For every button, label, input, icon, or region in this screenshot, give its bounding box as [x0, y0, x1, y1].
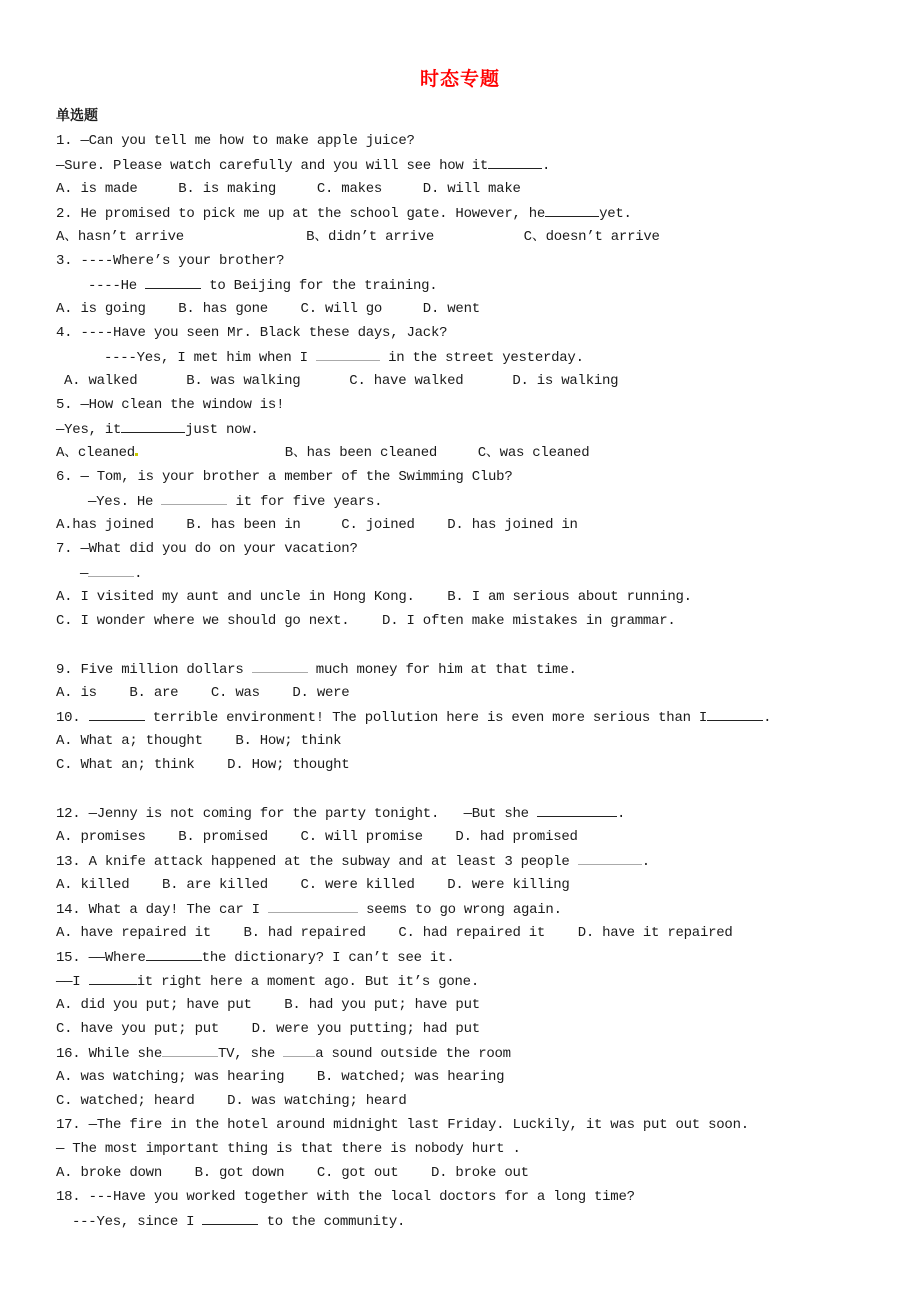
line-text-suffix: it for five years.: [227, 494, 383, 510]
line-text-suffix: a sound outside the room: [315, 1046, 511, 1062]
section-heading-single-choice: 单选题: [56, 108, 98, 124]
line-text: — The most important thing is that there is nobody hurt .: [56, 1141, 521, 1157]
answer-blank: [121, 419, 185, 433]
line-text: A.has joined B. has been in C. joined D. has joined in: [56, 517, 578, 533]
question-line-q5-opts: [56, 443, 589, 463]
line-text: 12. —Jenny is not coming for the party tonight. —But she: [56, 806, 537, 822]
line-text-suffix: B、has been cleaned C、was cleaned: [137, 445, 590, 461]
line-text: —Sure. Please watch carefully and you will see how it: [56, 158, 489, 174]
line-text: A. killed B. are killed C. were killed D. were killing: [56, 877, 570, 893]
question-line-q2-stem: [56, 203, 632, 224]
question-line-q14-stem: [56, 899, 562, 920]
question-line-q18-resp: [72, 1211, 405, 1232]
question-line-q17-resp: [56, 1139, 521, 1159]
answer-blank: [283, 1043, 315, 1057]
question-line-q5-resp: [56, 419, 259, 440]
answer-blank: [161, 491, 227, 505]
line-text: A. walked B. was walking C. have walked D. is walking: [64, 373, 619, 389]
question-line-q12-stem: [56, 803, 625, 824]
line-text: 16. While she: [56, 1046, 162, 1062]
question-line-q1-resp: [56, 155, 550, 176]
line-text-suffix: .: [616, 806, 626, 822]
question-line-q16-opts-2: [56, 1091, 407, 1111]
question-line-q15-opts-1: [56, 995, 480, 1015]
question-line-q15-resp: [56, 971, 479, 992]
question-line-q1-stem: [56, 131, 415, 151]
line-text: A. is B. are C. was D. were: [56, 685, 350, 701]
line-text: 6. — Tom, is your brother a member of the Swimming Club?: [56, 469, 513, 485]
line-text-suffix: yet.: [599, 206, 632, 222]
question-line-q13-opts: [56, 875, 570, 895]
line-text: C. watched; heard D. was watching; heard: [56, 1093, 407, 1109]
question-line-q4-resp: [104, 347, 584, 368]
line-text-suffix: .: [641, 854, 650, 870]
answer-blank: [578, 851, 642, 865]
line-text: 5. —How clean the window is!: [56, 397, 285, 413]
question-line-q17-opts: [56, 1163, 529, 1183]
line-text: A. is going B. has gone C. will go D. went: [56, 301, 480, 317]
line-text: A. I visited my aunt and uncle in Hong Kong. B. I am serious about running.: [56, 589, 692, 605]
line-text-suffix: .: [134, 566, 143, 582]
line-text: C. I wonder where we should go next. D. I often make mistakes in grammar.: [56, 613, 676, 629]
question-line-q15-stem: [56, 947, 454, 968]
line-text: A. was watching; was hearing B. watched; was hearing: [56, 1069, 505, 1085]
answer-blank: [202, 1211, 258, 1225]
question-line-q6-opts: [56, 515, 578, 535]
question-line-q10-opts-2: [56, 755, 349, 775]
line-text-suffix: terrible environment! The pollution here is even more serious than I: [144, 710, 708, 726]
line-text: C. have you put; put D. were you putting; had put: [56, 1021, 480, 1037]
line-text: ----Yes, I met him when I: [104, 350, 316, 366]
question-line-q9-opts: [56, 683, 349, 703]
line-text-suffix: it right here a moment ago. But it’s gone.: [136, 974, 479, 990]
line-text: A. What a; thought B. How; think: [56, 733, 342, 749]
line-text: 2. He promised to pick me up at the school gate. However, he: [56, 206, 546, 222]
question-line-q16-stem: [56, 1043, 511, 1064]
answer-blank: [162, 1043, 218, 1057]
answer-blank: [88, 563, 134, 577]
question-line-q17-stem: [56, 1115, 749, 1135]
question-line-q12-opts: [56, 827, 578, 847]
line-text-suffix: TV, she: [217, 1046, 284, 1062]
question-line-q18-stem: [56, 1187, 635, 1207]
line-text: 17. —The fire in the hotel around midnight last Friday. Luckily, it was put out soon.: [56, 1117, 749, 1133]
line-text: —Yes. He: [88, 494, 162, 510]
question-line-q10-stem: [56, 707, 771, 728]
question-line-q15-opts-2: [56, 1019, 480, 1039]
question-line-q6-resp: [88, 491, 382, 512]
line-text: 10.: [56, 710, 89, 726]
line-text: 4. ----Have you seen Mr. Black these days, Jack?: [56, 325, 448, 341]
line-text: —: [80, 566, 89, 582]
line-text-suffix: .: [763, 710, 772, 726]
question-line-q4-opts: [64, 371, 618, 391]
line-text: ----He: [88, 278, 146, 294]
line-text: 13. A knife attack happened at the subway and at least 3 people: [56, 854, 578, 870]
question-line-q14-opts: [56, 923, 733, 943]
line-text: A. have repaired it B. had repaired C. had repaired it D. have it repaired: [56, 925, 733, 941]
question-line-q9-stem: [56, 659, 577, 680]
answer-blank: [316, 347, 380, 361]
question-line-q7-opts-2: [56, 611, 676, 631]
question-line-q6-stem: [56, 467, 512, 487]
line-text-suffix: seems to go wrong again.: [357, 902, 562, 918]
question-line-q2-opts: [56, 227, 660, 247]
question-line-q7-stem: [56, 539, 358, 559]
line-text-suffix: just now.: [185, 422, 259, 438]
answer-blank: [707, 707, 763, 721]
line-text: A、hasn’t arrive B、didn’t arrive C、doesn’t arrive: [56, 229, 660, 245]
line-text: A. broke down B. got down C. got out D. broke out: [56, 1165, 529, 1181]
line-text: 9. Five million dollars: [56, 662, 252, 678]
answer-blank: [89, 707, 145, 721]
line-text: 1. —Can you tell me how to make apple juice?: [56, 133, 415, 149]
question-line-q5-stem: [56, 395, 284, 415]
line-text: ——I: [56, 974, 89, 990]
line-text: 14. What a day! The car I: [56, 902, 268, 918]
line-text-suffix: in the street yesterday.: [379, 350, 584, 366]
line-text: 18. ---Have you worked together with the local doctors for a long time?: [56, 1189, 635, 1205]
line-text: —Yes, it: [56, 422, 122, 438]
question-line-q3-opts: [56, 299, 480, 319]
question-line-q16-opts-1: [56, 1067, 504, 1087]
line-text: A. did you put; have put B. had you put; have put: [56, 997, 480, 1013]
line-text: 15. ——Where: [56, 950, 146, 966]
question-line-q10-opts-1: [56, 731, 341, 751]
line-text: A. promises B. promised C. will promise D. had promised: [56, 829, 578, 845]
line-text-suffix: to the community.: [258, 1214, 406, 1230]
line-text: C. What an; think D. How; thought: [56, 757, 350, 773]
question-line-q7-resp: [80, 563, 142, 584]
line-text: 3. ----Where’s your brother?: [56, 253, 285, 269]
line-text-suffix: .: [542, 158, 551, 174]
question-line-q1-opts: [56, 179, 521, 199]
answer-blank: [145, 275, 201, 289]
line-text-suffix: the dictionary? I can’t see it.: [201, 950, 455, 966]
line-text-suffix: much money for him at that time.: [307, 662, 577, 678]
answer-blank: [488, 155, 542, 169]
answer-blank: [89, 971, 137, 985]
document-title: 时态专题: [419, 68, 500, 90]
line-text: A、cleaned: [56, 445, 135, 461]
answer-blank: [146, 947, 202, 961]
question-line-q4-stem: [56, 323, 447, 343]
question-line-q7-opts-1: [56, 587, 692, 607]
question-line-q13-stem: [56, 851, 650, 872]
answer-blank: [252, 659, 308, 673]
question-line-q3-stem: [56, 251, 284, 271]
question-line-q3-resp: [88, 275, 437, 296]
line-text: 7. —What did you do on your vacation?: [56, 541, 358, 557]
answer-blank: [268, 899, 358, 913]
answer-blank: [545, 203, 599, 217]
line-text-suffix: to Beijing for the training.: [201, 278, 438, 294]
line-text: ---Yes, since I: [72, 1214, 203, 1230]
line-text: A. is made B. is making C. makes D. will make: [56, 181, 521, 197]
answer-blank: [537, 803, 617, 817]
